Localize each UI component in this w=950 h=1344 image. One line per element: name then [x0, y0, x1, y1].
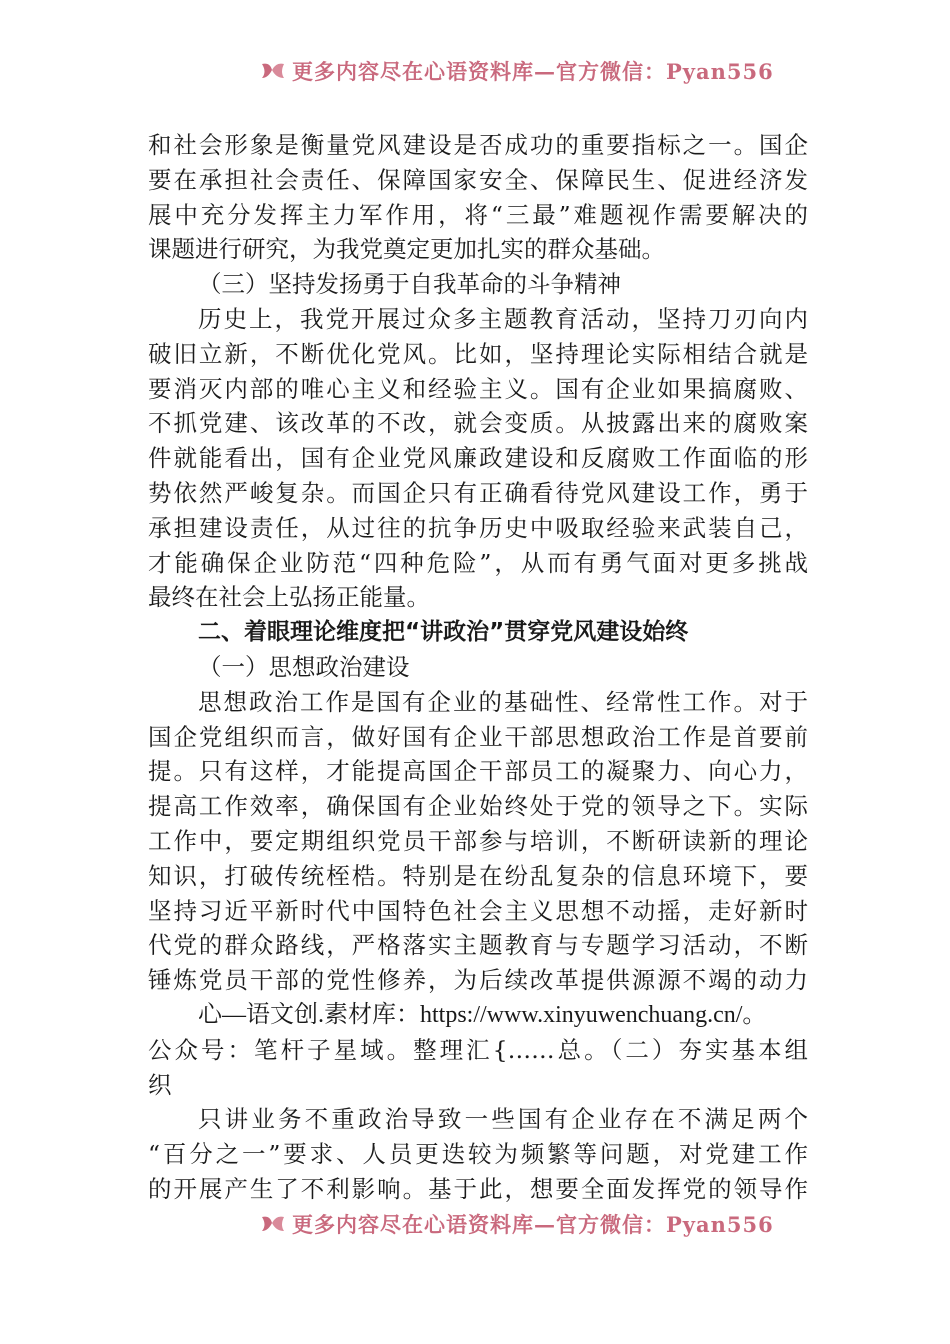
- text-line: 件就能看出，国有企业党风廉政建设和反腐败工作面临的形: [148, 444, 808, 473]
- section-heading: （一）思想政治建设: [198, 652, 410, 681]
- text-line: 要消灭内部的唯心主义和经验主义。国有企业如果搞腐败、: [148, 374, 808, 403]
- text-line: 国企党组织而言，做好国有企业干部思想政治工作是首要前: [148, 722, 808, 751]
- text-line: 提高工作效率，确保国有企业始终处于党的领导之下。实际: [148, 792, 808, 821]
- text-line: 课题进行研究，为我党奠定更加扎实的群众基础。: [148, 235, 665, 264]
- section-heading: （三）坚持发扬勇于自我革命的斗争精神: [198, 270, 621, 299]
- text-line: 展中充分发挥主力军作用，将“三最”难题视作需要解决的: [148, 200, 808, 229]
- body-text: [148, 128, 808, 1207]
- header-watermark: [0, 50, 950, 90]
- text-line: 承担建设责任，从过往的抗争历史中吸取经验来武装自己，: [148, 513, 808, 542]
- text-line: 只讲业务不重政治导致一些国有企业存在不满足两个: [198, 1105, 808, 1134]
- text-line: 公众号：笔杆子星域。整理汇{……总。（二）夯实基本组: [148, 1035, 808, 1064]
- text-line: 的开展产生了不利影响。基于此，想要全面发挥党的领导作: [148, 1174, 808, 1203]
- text-line: 才能确保企业防范“四种危险”，从而有勇气面对更多挑战: [148, 548, 808, 577]
- footer-watermark-text: 更多内容尽在心语资料库—官方微信：Pyan556: [292, 1212, 774, 1237]
- text-line: 和社会形象是衡量党风建设是否成功的重要指标之一。国企: [148, 131, 808, 159]
- logo-icon: [258, 1213, 286, 1235]
- text-line: 坚持习近平新时代中国特色社会主义思想不动摇，走好新时: [148, 896, 808, 925]
- text-line: 不抓党建、该改革的不改，就会变质。从披露出来的腐败案: [148, 409, 808, 438]
- text-line: 锤炼党员干部的党性修养，为后续改革提供源源不竭的动力: [148, 966, 808, 995]
- header-watermark-text: 更多内容尽在心语资料库—官方微信：Pyan556: [292, 59, 774, 84]
- text-line: 破旧立新，不断优化党风。比如，坚持理论实际相结合就是: [148, 339, 808, 368]
- text-line: 工作中，要定期组织党员干部参与培训，不断研读新的理论: [148, 826, 808, 855]
- chapter-heading: 二、着眼理论维度把“讲政治”贯穿党风建设始终: [198, 619, 689, 646]
- text-line: 势依然严峻复杂。而国企只有正确看待党风建设工作，勇于: [148, 478, 808, 507]
- text-line: 思想政治工作是国有企业的基础性、经常性工作。对于: [198, 687, 808, 716]
- text-line: 最终在社会上弘扬正能量。: [148, 583, 430, 612]
- text-line: 提。只有这样，才能提高国企干部员工的凝聚力、向心力，: [148, 757, 808, 786]
- source-link-line: 心—语文创.素材库：https://www.xinyuwenchuang.cn/。: [198, 1001, 767, 1028]
- text-line: 代党的群众路线，严格落实主题教育与专题学习活动，不断: [148, 931, 808, 960]
- text-line: 织: [148, 1070, 172, 1099]
- text-line: “百分之一”要求、人员更迭较为频繁等问题，对党建工作: [148, 1140, 808, 1169]
- text-line: 历史上，我党开展过众多主题教育活动，坚持刀刃向内: [198, 304, 808, 333]
- logo-icon: [258, 60, 286, 82]
- text-line: 知识，打破传统桎梏。特别是在纷乱复杂的信息环境下，要: [148, 861, 808, 890]
- text-line: 要在承担社会责任、保障国家安全、保障民生、促进经济发: [148, 165, 808, 194]
- footer-watermark: [0, 1207, 950, 1241]
